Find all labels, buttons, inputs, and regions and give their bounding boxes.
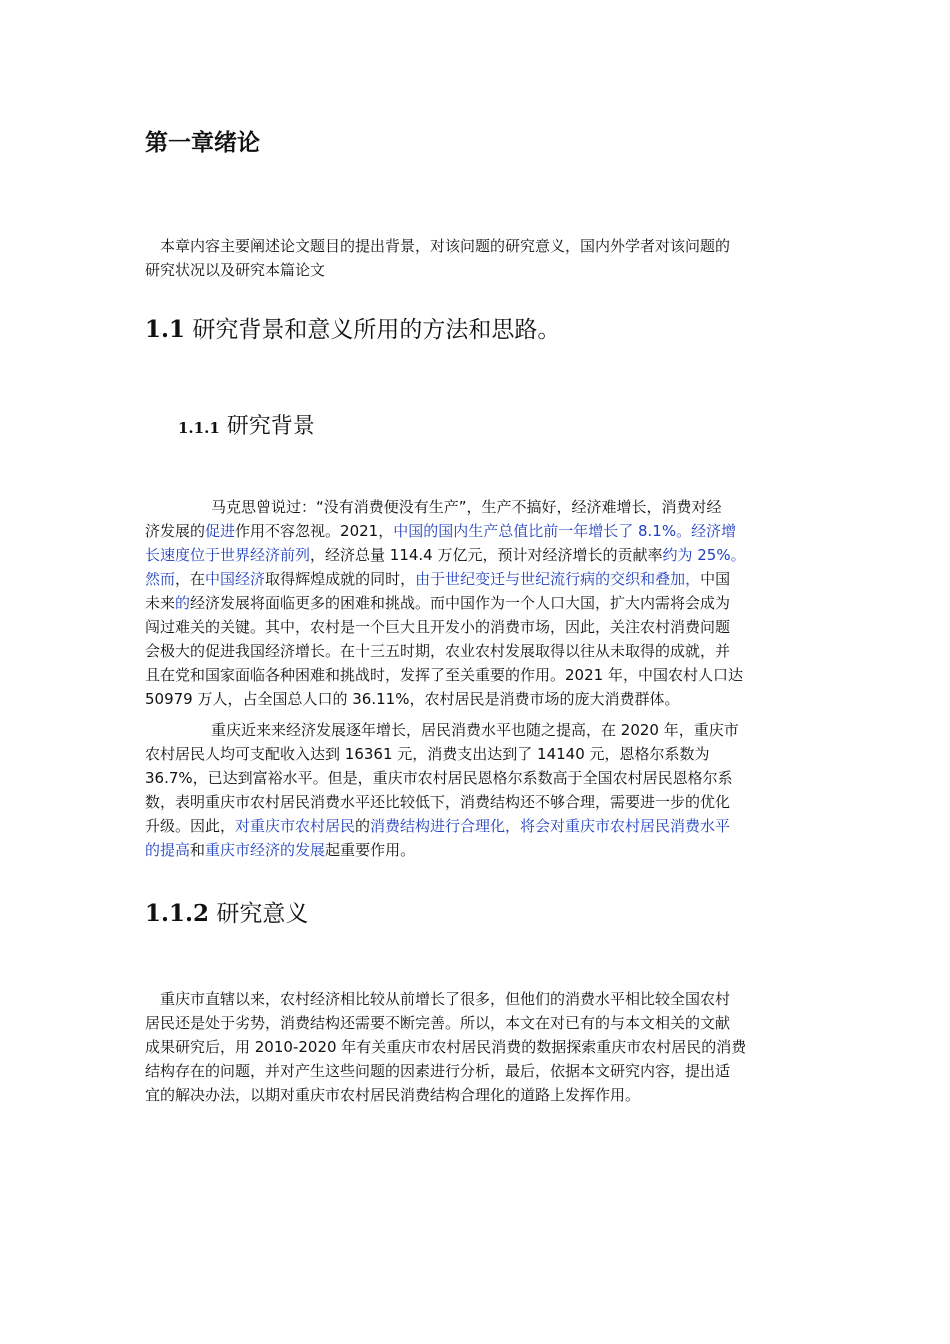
bg1-line-1: 马克思曾说过：“没有消费便没有生产”，生产不搞好，经济难增长，消费对经: [211, 498, 722, 516]
bg1-line-9: 50979 万人，占全国总人口的 36.11%，农村居民是消费市场的庞大消费群体。: [145, 690, 680, 708]
bg1-line-2: [145, 519, 810, 543]
bg1-line-3: [145, 543, 810, 567]
bg1-highlight: 然而: [145, 570, 176, 588]
bg2-line-4: 数，表明重庆市农村居民消费水平还比较低下，消费结构还不够合理，需要进一步的优化: [145, 793, 731, 811]
section-1-1-title: 研究背景和意义所用的方法和思路。: [192, 317, 561, 343]
bg1-text: 作用不容忽视。2021，: [235, 522, 394, 540]
bg1-line-5: [145, 591, 810, 615]
bg1-highlight: 中国的国内生产总值比前一年增长了 8.1%。经济增: [393, 522, 737, 540]
bg2-highlight: 重庆市经济的发展: [205, 841, 326, 859]
bg1-line-8: 且在党和国家面临各种困难和挑战时，发挥了至关重要的作用。2021 年，中国农村人口达: [145, 666, 743, 684]
bg1-highlight: 由于世纪变迁与世纪流行病的交织和叠加，: [415, 570, 701, 588]
section-1-1-2-number: 1.1.2: [145, 900, 210, 927]
section-1-1-2-heading: [145, 897, 308, 931]
intro-paragraph: [145, 234, 810, 282]
section-1-1-heading: [145, 313, 560, 347]
intro-line-1: 本章内容主要阐述论文题目的提出背景，对该问题的研究意义，国内外学者对该问题的: [160, 237, 731, 255]
bg1-line-6: 闯过难关的关键。其中，农村是一个巨大且开发小的消费市场，因此，关注农村消费问题: [145, 618, 731, 636]
bg1-highlight: 促进: [205, 522, 236, 540]
bg2-line-3: 36.7%，已达到富裕水平。但是，重庆市农村居民恩格尔系数高于全国农村居民恩格尔系: [145, 769, 733, 787]
sig-line-4: 结构存在的问题，并对产生这些问题的因素进行分析，最后，依据本文研究内容，提出适: [145, 1062, 731, 1080]
section-1-1-number: 1.1: [145, 316, 186, 343]
bg2-text: 起: [325, 841, 341, 859]
bg2-highlight: 消费结构进行合理化，将会对重庆市农村居民消费水平: [370, 817, 731, 835]
sig-line-5: 宜的解决办法，以期对重庆市农村居民消费结构合理化的道路上发挥作用。: [145, 1086, 641, 1104]
bg2-highlight: 对重庆市农村居民: [235, 817, 356, 835]
bg2-line-2: 农村居民人均可支配收入达到 16361 元，消费支出达到了 14140 元，恩格尔系数为: [145, 745, 710, 763]
background-paragraph-1: [145, 495, 810, 711]
bg1-line-4: [145, 567, 810, 591]
sig-line-3: 成果研究后，用 2010-2020 年有关重庆市农村居民消费的数据探索重庆市农村居民的消费: [145, 1038, 747, 1056]
bg1-line-7: 会极大的促进我国经济增长。在十三五时期，农业农村发展取得以往从未取得的成就，并: [145, 642, 731, 660]
bg1-text: ，在: [175, 570, 206, 588]
bg2-text: 重要作用。: [340, 841, 416, 859]
bg2-highlight: 的提高: [145, 841, 191, 859]
bg2-text: 和: [190, 841, 206, 859]
sig-line-1: 重庆市直辖以来，农村经济相比较从前增长了很多，但他们的消费水平相比较全国农村: [160, 990, 731, 1008]
bg1-text: 得辉煌成就的同时，: [280, 570, 416, 588]
bg1-highlight: 长速度位于世界经济前列: [145, 546, 311, 564]
bg1-text: ，经济总量 114.4 万亿元，预计对经济增长的贡献率: [310, 546, 663, 564]
intro-line-2: 研究状况以及研究本篇论文: [145, 261, 326, 279]
section-1-1-2-title: 研究意义: [216, 901, 309, 927]
bg1-highlight: 中国经济: [205, 570, 266, 588]
bg1-text: 济发展的: [145, 522, 206, 540]
bg2-line-1: 重庆近来来经济发展逐年增长，居民消费水平也随之提高，在 2020 年，重庆市: [211, 721, 739, 739]
bg2-line-6: [145, 838, 810, 862]
bg2-text: 的: [355, 817, 371, 835]
bg1-highlight: 的: [175, 594, 191, 612]
bg1-highlight: 约为 25%。: [662, 546, 746, 564]
bg1-text: 取: [265, 570, 281, 588]
chapter-title: 第一章绪论: [145, 130, 260, 156]
significance-paragraph: [145, 987, 810, 1107]
bg2-text: 升级。因此，: [145, 817, 236, 835]
bg1-text: 经济发展将面临更多的困难和挑战。而中国作为一个人口大国，扩大内需将会成为: [190, 594, 731, 612]
bg1-text: 中国: [700, 570, 731, 588]
section-1-1-1-number: 1.1.1: [178, 419, 220, 437]
bg2-line-5: [145, 814, 810, 838]
background-paragraph-2: [145, 718, 810, 862]
sig-line-2: 居民还是处于劣势，消费结构还需要不断完善。所以，本文在对已有的与本文相关的文献: [145, 1014, 731, 1032]
section-1-1-1-title: 研究背景: [226, 414, 315, 439]
bg1-text: 未来: [145, 594, 176, 612]
section-1-1-1-heading: [178, 411, 315, 444]
